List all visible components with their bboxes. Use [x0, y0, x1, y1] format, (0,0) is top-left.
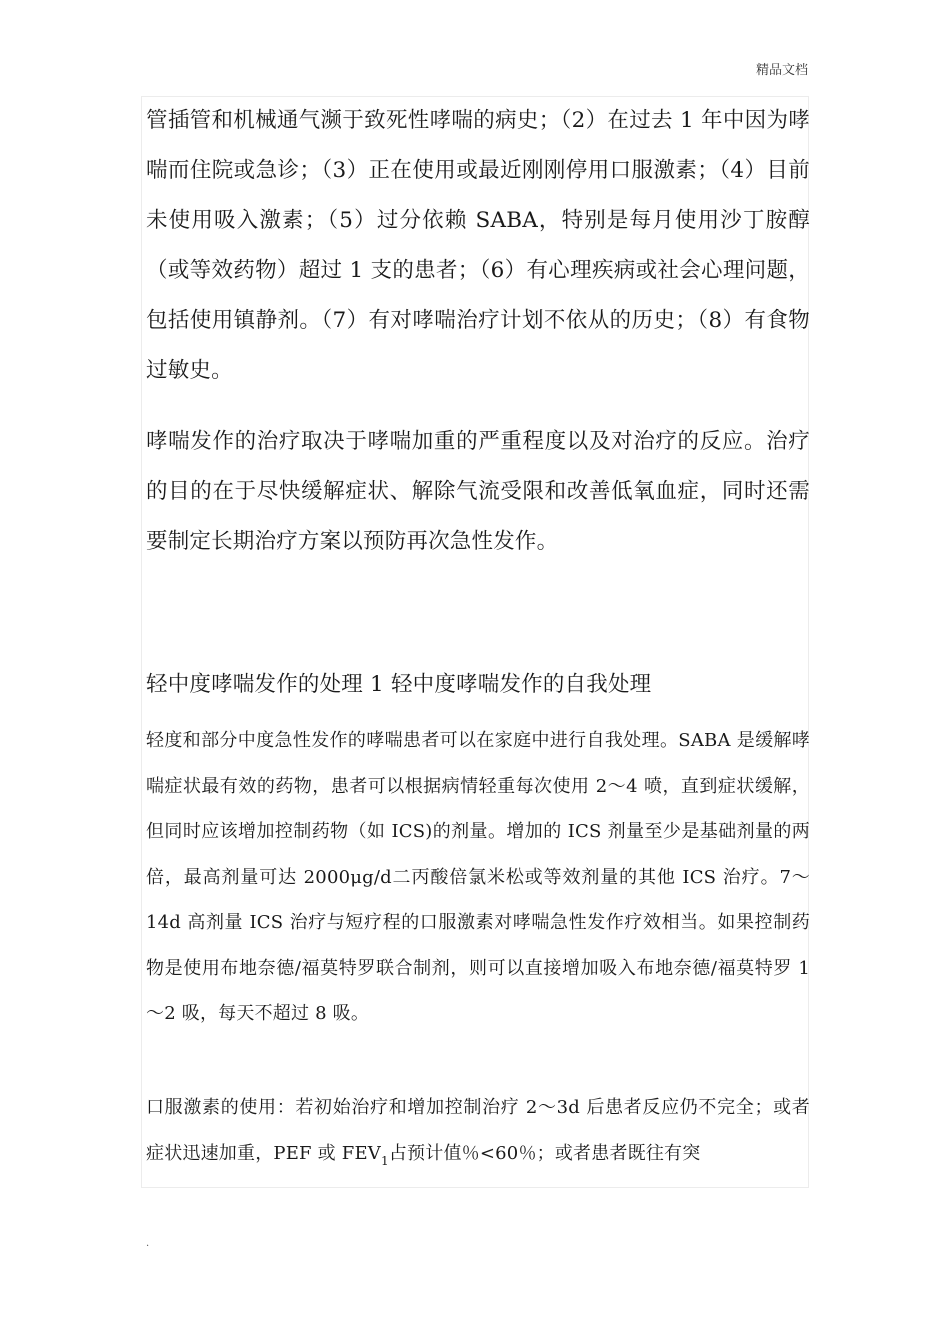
header-label: 精品文档 — [755, 63, 808, 78]
footer-mark: . — [146, 1238, 150, 1249]
fev-subscript: 1 — [381, 1153, 389, 1168]
oral-steroids-text-end: 占预计值％<60％；或者患者既往有突 — [388, 1142, 701, 1164]
paragraph-oral-steroids — [146, 1085, 810, 1184]
paragraph-treatment-goals: 哮喘发作的治疗取决于哮喘加重的严重程度以及对治疗的反应。治疗的目的在于尽快缓解症状、解除气流受限和改善低氧血症，同时还需要制定长期治疗方案以预防再次急性发作。 — [146, 429, 810, 554]
paragraph-risk-factors: 管插管和机械通气濒于致死性哮喘的病史；（2）在过去 1 年中因为哮喘而住院或急诊；（3）正在使用或最近刚刚停用口服激素；（4）目前未使用吸入激素；（5）过分依赖 SABA，特别是每月使用沙丁胺醇（或等效药物）超过 1 支的患者；（6）有心理疾病或社会心理问题，包括使用镇静剂。（7）有对哮喘治疗计划不依从的历史；（8）有食物过敏史。 — [146, 108, 810, 383]
oral-steroids-text-start: 口服激素的使用：若初始治疗和增加控制治疗 2～3d 后患者反应仍不完全；或者症状迅速加重，PEF 或 FEV — [146, 1097, 810, 1164]
paragraph-self-management: 轻度和部分中度急性发作的哮喘患者可以在家庭中进行自我处理。SABA 是缓解哮喘症状最有效的药物，患者可以根据病情轻重每次使用 2～4 喷，直到症状缓解，但同时应该增加控制药物（如 ICS)的剂量。增加的 ICS 剂量至少是基础剂量的两倍，最高剂量可达 2000μg/d二丙酸倍氯米松或等效剂量的其他 ICS 治疗。7～14d 高剂量 ICS 治疗与短疗程的口服激素对哮喘急性发作疗效相当。如果控制药物是使用布地奈德/福莫特罗联合制剂，则可以直接增加吸入布地奈德/福莫特罗 1～2 吸，每天不超过 8 吸。 — [146, 730, 810, 1024]
section-heading: 轻中度哮喘发作的处理 1 轻中度哮喘发作的自我处理 — [146, 672, 652, 697]
